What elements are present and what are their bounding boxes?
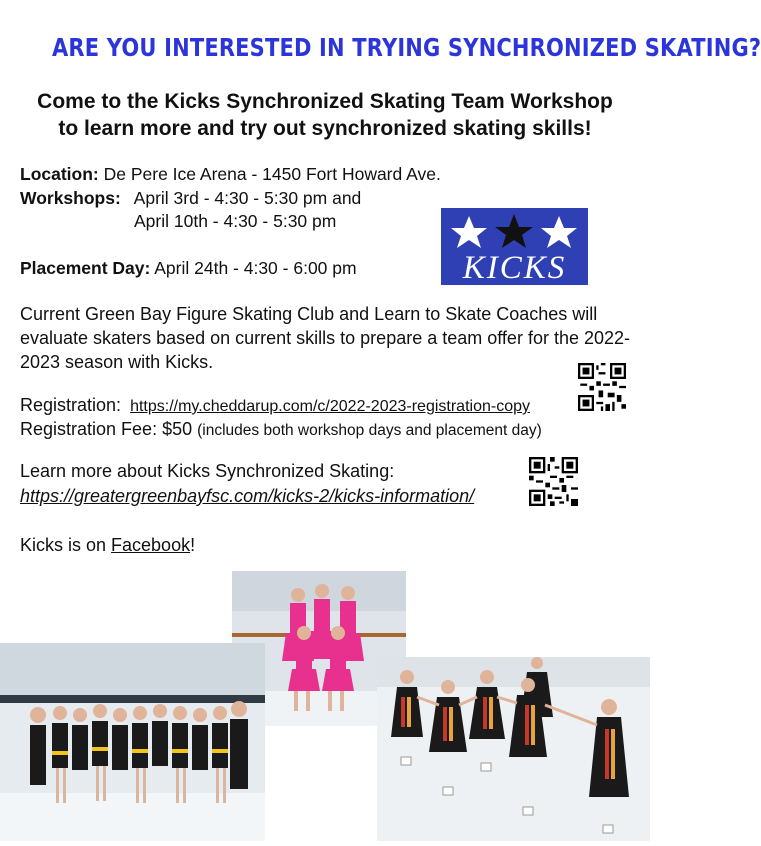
registration-label: Registration: <box>20 395 122 415</box>
facebook-row <box>20 535 195 556</box>
location-row <box>20 164 441 185</box>
kicks-info-link[interactable]: https://greatergreenbayfsc.com/kicks-2/kicks-information/ <box>20 486 475 506</box>
workshops-row <box>20 188 361 209</box>
workshop-date-2: April 10th - 4:30 - 5:30 pm <box>134 211 337 231</box>
registration-fee-note: (includes both workshop days and placement day) <box>197 422 542 439</box>
subheading <box>0 88 650 142</box>
facebook-prefix: Kicks is on <box>20 535 112 555</box>
team-skating-action-photo <box>377 657 650 841</box>
location-value: De Pere Ice Arena - 1450 Fort Howard Ave. <box>103 164 441 184</box>
location-label: Location: <box>20 164 99 184</box>
logo-text: KICKS <box>462 250 567 286</box>
placement-row <box>20 258 357 279</box>
placement-label: Placement Day: <box>20 258 151 278</box>
workshops-label: Workshops: <box>20 188 121 208</box>
learn-more-text: Learn more about Kicks Synchronized Skating: <box>20 461 395 481</box>
facebook-suffix: ! <box>190 535 196 555</box>
subheading-line-2: to learn more and try out synchronized skating skills! <box>58 117 592 140</box>
registration-qr-icon[interactable] <box>578 363 626 411</box>
registration-row <box>20 395 530 416</box>
placement-value: April 24th - 4:30 - 6:00 pm <box>154 258 357 278</box>
kicks-logo <box>441 208 588 285</box>
description: Current Green Bay Figure Skating Club and Learn to Skate Coaches will evaluate skaters based on current skills to prepare a team offer for the 2022-2023 season with Kicks. <box>20 304 631 372</box>
registration-fee-row <box>20 419 542 440</box>
registration-fee: Registration Fee: $50 <box>20 419 193 439</box>
subheading-line-1: Come to the Kicks Synchronized Skating Team Workshop <box>37 90 613 113</box>
black-dress-team-photo <box>0 643 265 841</box>
headline: ARE YOU INTERESTED IN TRYING SYNCHRONIZED SKATING? <box>52 33 761 62</box>
registration-link[interactable]: https://my.cheddarup.com/c/2022-2023-registration-copy <box>130 398 530 415</box>
workshop-date-1: April 3rd - 4:30 - 5:30 pm and <box>133 188 362 208</box>
facebook-link[interactable]: Facebook <box>111 535 191 555</box>
kicks-info-qr-icon[interactable] <box>529 457 578 506</box>
